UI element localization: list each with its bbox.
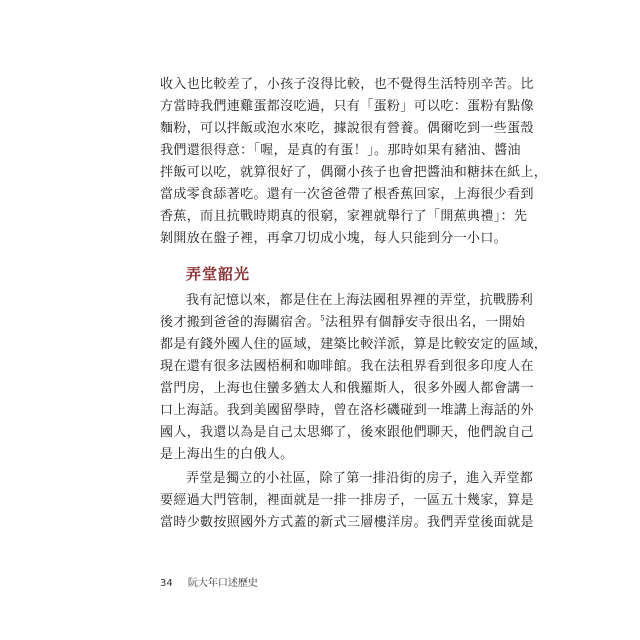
body-text-line: 剝開放在盤子裡，再拿刀切成小塊，每人只能到分一小口。	[160, 231, 508, 246]
section-heading: 弄堂韶光	[186, 265, 251, 283]
text-span: 後才搬到爸爸的海關宿舍。	[160, 315, 321, 330]
body-text-line: 都是有錢外國人住的區域，建築比較洋派，算是比較安定的區域，	[160, 337, 548, 352]
body-text-line: 我們還很得意：「喔，是真的有蛋！」。那時如果有豬油、醬油	[160, 143, 521, 158]
body-text-line: 香蕉，而且抗戰時期真的很窮，家裡就舉行了「開蕉典禮」：先	[160, 209, 528, 224]
body-text-line	[160, 314, 526, 331]
body-text-line: 國人，我還以為是自己太思鄉了，後來跟他們聊天，他們說自己	[160, 425, 534, 440]
body-text-line: 現在還有很多法國梧桐和咖啡館。我在法租界看到很多印度人在	[160, 359, 534, 374]
footnote-marker: 5	[320, 314, 326, 323]
text-span: 法租界有個靜安寺很出名，一開始	[325, 315, 526, 330]
body-text-line: 弄堂是獨立的小社區，除了第一排沿街的房子，進入弄堂都	[186, 471, 534, 486]
body-text-line: 當門房，上海也住蠻多猶太人和俄羅斯人，很多外國人都會講一	[160, 381, 534, 396]
body-text-line: 要經過大門管制，裡面就是一排一排房子，一區五十幾家，算是	[160, 493, 534, 508]
body-text-line: 我有記憶以來，都是住在上海法國租界裡的弄堂，抗戰勝利	[186, 293, 534, 308]
body-text-line: 是上海出生的白俄人。	[160, 447, 294, 462]
book-title: 阮大年口述歷史	[187, 578, 258, 589]
body-text-line: 麵粉，可以拌飯或泡水來吃，據說很有營養。偶爾吃到一些蛋殼	[160, 121, 534, 136]
body-text-line: 方當時我們連雞蛋都沒吃過，只有「蛋粉」可以吃：蛋粉有點像	[160, 99, 534, 114]
body-text-line: 拌飯可以吃，就算很好了，偶爾小孩子也會把醬油和糖抹在紙上，	[160, 165, 548, 180]
body-text-line: 收入也比較差了，小孩子沒得比較，也不覺得生活特別辛苦。比	[160, 77, 534, 92]
body-text-line: 口上海話。我到美國留學時，曾在洛杉磯碰到一堆講上海話的外	[160, 403, 534, 418]
body-text-line: 當成零食舔著吃。還有一次爸爸帶了根香蕉回家，上海很少看到	[160, 187, 534, 202]
body-text-line: 當時少數按照國外方式蓋的新式三層樓洋房。我們弄堂後面就是	[160, 515, 534, 530]
page-footer	[160, 574, 258, 589]
page-number: 34	[160, 578, 173, 589]
